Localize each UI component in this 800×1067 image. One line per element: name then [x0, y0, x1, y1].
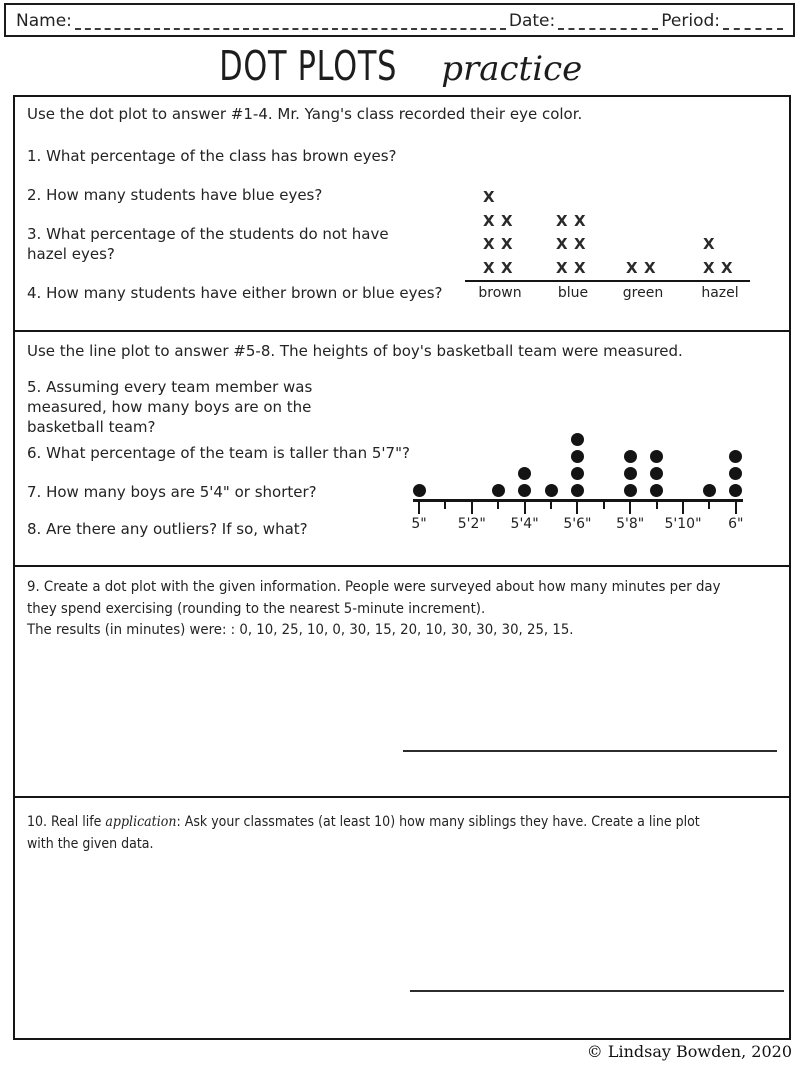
date-blank-line — [558, 24, 658, 30]
tick-label: 5'10" — [664, 516, 702, 532]
major-tick — [576, 501, 578, 514]
minor-tick — [550, 501, 552, 509]
data-dot — [624, 467, 637, 480]
question-10 — [27, 812, 700, 855]
data-dot — [650, 484, 663, 497]
data-dot — [650, 467, 663, 480]
x-mark: X — [574, 211, 586, 230]
x-mark: X — [574, 235, 586, 254]
dot-plot-category-label-green: green — [622, 285, 664, 301]
question-5: 5. Assuming every team member was measured, how many boys are on the basketball team? — [27, 378, 313, 436]
dot-plot-category-label-brown: brown — [478, 285, 522, 301]
x-mark: X — [644, 259, 656, 278]
data-dot — [624, 450, 637, 463]
name-blank-line — [75, 24, 506, 30]
dot-plot-axis-line — [465, 280, 750, 282]
copyright-notice: © Lindsay Bowden, 2020 — [586, 1042, 792, 1061]
tick-label: 6" — [728, 516, 744, 532]
section-question-9 — [15, 565, 789, 796]
question-10-line-1: 10. Real life application: Ask your classmates (at least 10) how many siblings they have. Create a line plot — [27, 814, 700, 830]
tick-label: 5'2" — [457, 516, 486, 532]
data-dot — [571, 450, 584, 463]
question-9 — [27, 577, 720, 642]
x-mark: X — [556, 259, 568, 278]
minor-tick — [497, 501, 499, 509]
major-tick — [682, 501, 684, 514]
name-date-period-header — [4, 3, 795, 37]
data-dot — [729, 484, 742, 497]
question-10-cursive-word: application — [105, 814, 177, 830]
x-mark: X — [501, 211, 513, 230]
tick-label: 5" — [411, 516, 427, 532]
question-7: 7. How many boys are 5'4" or shorter? — [27, 483, 317, 501]
x-mark: X — [703, 235, 715, 254]
data-dot — [650, 450, 663, 463]
data-dot — [545, 484, 558, 497]
data-dot — [518, 484, 531, 497]
x-mark: X — [483, 187, 495, 206]
data-dot — [729, 450, 742, 463]
major-tick — [735, 501, 737, 514]
dot-plot-column-hazel — [703, 185, 739, 280]
data-dot — [492, 484, 505, 497]
x-mark: X — [483, 211, 495, 230]
page-title-script: practice — [441, 49, 583, 89]
question-9-line-1: 9. Create a dot plot with the given information. People were surveyed about how many minutes per day — [27, 579, 721, 595]
question-1: 1. What percentage of the class has brown eyes? — [27, 147, 397, 165]
eye-color-dot-plot — [465, 185, 757, 305]
question-4: 4. How many students have either brown or blue eyes? — [27, 284, 443, 302]
name-label: Name: — [16, 11, 72, 31]
data-dot — [571, 467, 584, 480]
section1-prompt: Use the dot plot to answer #1-4. Mr. Yang's class recorded their eye color. — [27, 105, 583, 123]
period-blank-line — [723, 24, 783, 30]
data-dot — [703, 484, 716, 497]
period-label: Period: — [661, 11, 720, 31]
data-dot — [413, 484, 426, 497]
x-mark: X — [574, 259, 586, 278]
question-3: 3. What percentage of the students do not have hazel eyes? — [27, 225, 389, 263]
question-10-line-2: with the given data. — [27, 835, 154, 852]
section-question-10 — [15, 796, 789, 1038]
page-title-main: DOT PLOTS — [218, 42, 397, 90]
worksheet-body — [13, 95, 791, 1040]
x-mark: X — [721, 259, 733, 278]
x-mark: X — [556, 211, 568, 230]
question-2: 2. How many students have blue eyes? — [27, 186, 323, 204]
x-mark: X — [556, 235, 568, 254]
minor-tick — [656, 501, 658, 509]
dot-plot-category-label-blue: blue — [557, 285, 589, 301]
dot-plot-column-brown — [483, 185, 519, 280]
major-tick — [629, 501, 631, 514]
dot-plot-column-blue — [556, 185, 592, 280]
dot-plot-column-green — [626, 185, 662, 280]
minor-tick — [603, 501, 605, 509]
major-tick — [418, 501, 420, 514]
page-title — [0, 42, 800, 90]
section2-prompt: Use the line plot to answer #5-8. The heights of boy's basketball team were measured. — [27, 342, 683, 360]
section-questions-1-4 — [15, 97, 789, 330]
tick-label: 5'4" — [510, 516, 539, 532]
major-tick — [471, 501, 473, 514]
question-6: 6. What percentage of the team is taller than 5'7"? — [27, 444, 410, 462]
question-9-line-2: they spend exercising (rounding to the nearest 5-minute increment). — [27, 600, 486, 617]
answer-blank-9 — [403, 750, 777, 752]
x-mark: X — [483, 259, 495, 278]
data-dot — [729, 467, 742, 480]
data-dot — [571, 484, 584, 497]
tick-label: 5'6" — [563, 516, 592, 532]
x-mark: X — [501, 235, 513, 254]
question-9-line-3: The results (in minutes) were: : 0, 10, 25, 10, 0, 30, 15, 20, 10, 30, 30, 30, 25, 15. — [27, 622, 574, 638]
height-line-plot — [403, 422, 751, 562]
dot-plot-category-label-hazel: hazel — [701, 285, 739, 301]
answer-blank-10 — [410, 990, 784, 992]
minor-tick — [444, 501, 446, 509]
data-dot — [571, 433, 584, 446]
section-questions-5-8 — [15, 330, 789, 565]
x-mark: X — [703, 259, 715, 278]
minor-tick — [708, 501, 710, 509]
x-mark: X — [626, 259, 638, 278]
major-tick — [524, 501, 526, 514]
question-8: 8. Are there any outliers? If so, what? — [27, 520, 308, 538]
x-mark: X — [483, 235, 495, 254]
tick-label: 5'8" — [616, 516, 645, 532]
date-label: Date: — [508, 11, 556, 31]
data-dot — [518, 467, 531, 480]
x-mark: X — [501, 259, 513, 278]
data-dot — [624, 484, 637, 497]
